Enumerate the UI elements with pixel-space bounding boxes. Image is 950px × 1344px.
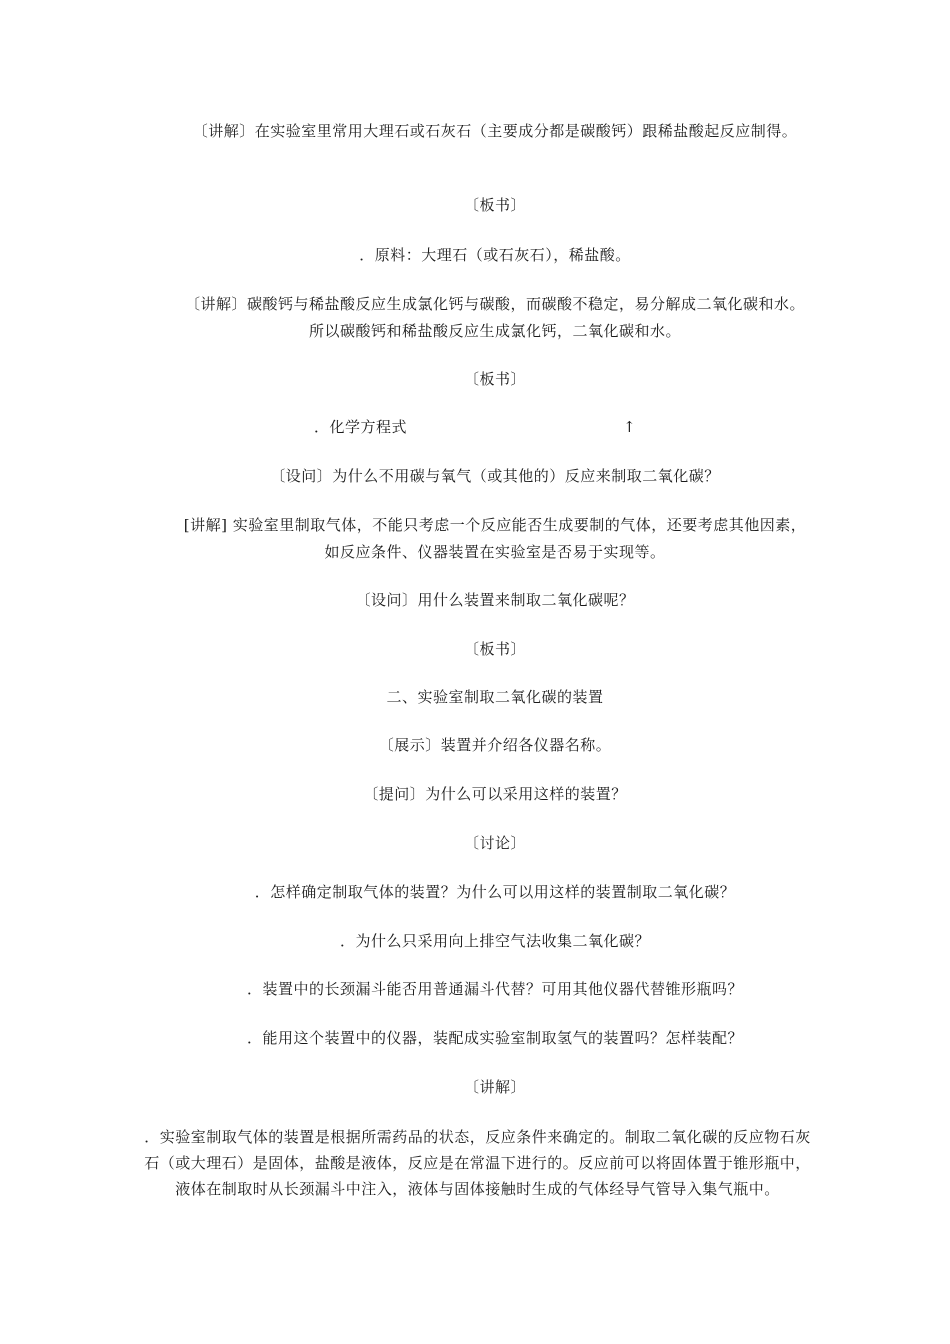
- explanation-apparatus-details: ．实验室制取气体的装置是根据所需药品的状态，反应条件来确定的。制取二氧化碳的反应物石灰石（或大理石）是固体，盐酸是液体，反应是在常温下进行的。反应前可以将固体置于锥形瓶中，液体在制取时从长颈漏斗中注入，液体与固体接触时生成的气体经导气管导入集气瓶中。: [144, 1128, 811, 1198]
- blackboard-heading-1: 〔板书〕: [463, 196, 526, 214]
- explanation-reaction: 〔讲解〕碳酸钙与稀盐酸反应生成氯化钙与碳酸，而碳酸不稳定，易分解成二氧化碳和水。所以碳酸钙和稀盐酸反应生成氯化钙，二氧化碳和水。: [184, 295, 805, 340]
- gas-up-arrow: ↑: [623, 418, 637, 436]
- demo-apparatus: 〔展示〕装置并介绍各仪器名称。: [378, 736, 612, 754]
- discussion-item-4: ．能用这个装置中的仪器，装配成实验室制取氢气的装置吗？怎样装配？: [246, 1029, 743, 1047]
- blackboard-heading-2: 〔板书〕: [463, 370, 526, 388]
- raw-materials-line: ．原料：大理石（或石灰石），稀盐酸。: [359, 246, 631, 264]
- discussion-item-2: ．为什么只采用向上排空气法收集二氧化碳？: [339, 932, 650, 950]
- question-which-apparatus: 〔设问〕用什么装置来制取二氧化碳呢？: [355, 591, 635, 609]
- explanation-lab-conditions: [讲解] 实验室里制取气体，不能只考虑一个反应能否生成要制的气体，还要考虑其他因素，如反应条件、仪器装置在实验室是否易于实现等。: [183, 516, 807, 561]
- blackboard-heading-3: 〔板书〕: [463, 640, 526, 658]
- discussion-item-1: ．怎样确定制取气体的装置？为什么可以用这样的装置制取二氧化碳？: [254, 883, 736, 901]
- explanation-raw-materials: 〔讲解〕在实验室里常用大理石或石灰石（主要成分都是碳酸钙）跟稀盐酸起反应制得。: [192, 122, 798, 140]
- question-why-not-carbon: 〔设问〕为什么不用碳与氧气（或其他的）反应来制取二氧化碳？: [270, 467, 720, 485]
- discussion-item-3: ．装置中的长颈漏斗能否用普通漏斗代替？可用其他仪器代替锥形瓶吗？: [246, 980, 743, 998]
- explanation-heading-final: 〔讲解〕: [463, 1078, 526, 1096]
- discussion-heading: 〔讨论〕: [463, 834, 526, 852]
- section-heading-apparatus: 二、实验室制取二氧化碳的装置: [386, 688, 604, 706]
- question-why-this-apparatus: 〔提问〕为什么可以采用这样的装置？: [363, 785, 627, 803]
- chemical-equation-label: ．化学方程式: [314, 418, 408, 436]
- chemical-equation-line: [180, 414, 810, 441]
